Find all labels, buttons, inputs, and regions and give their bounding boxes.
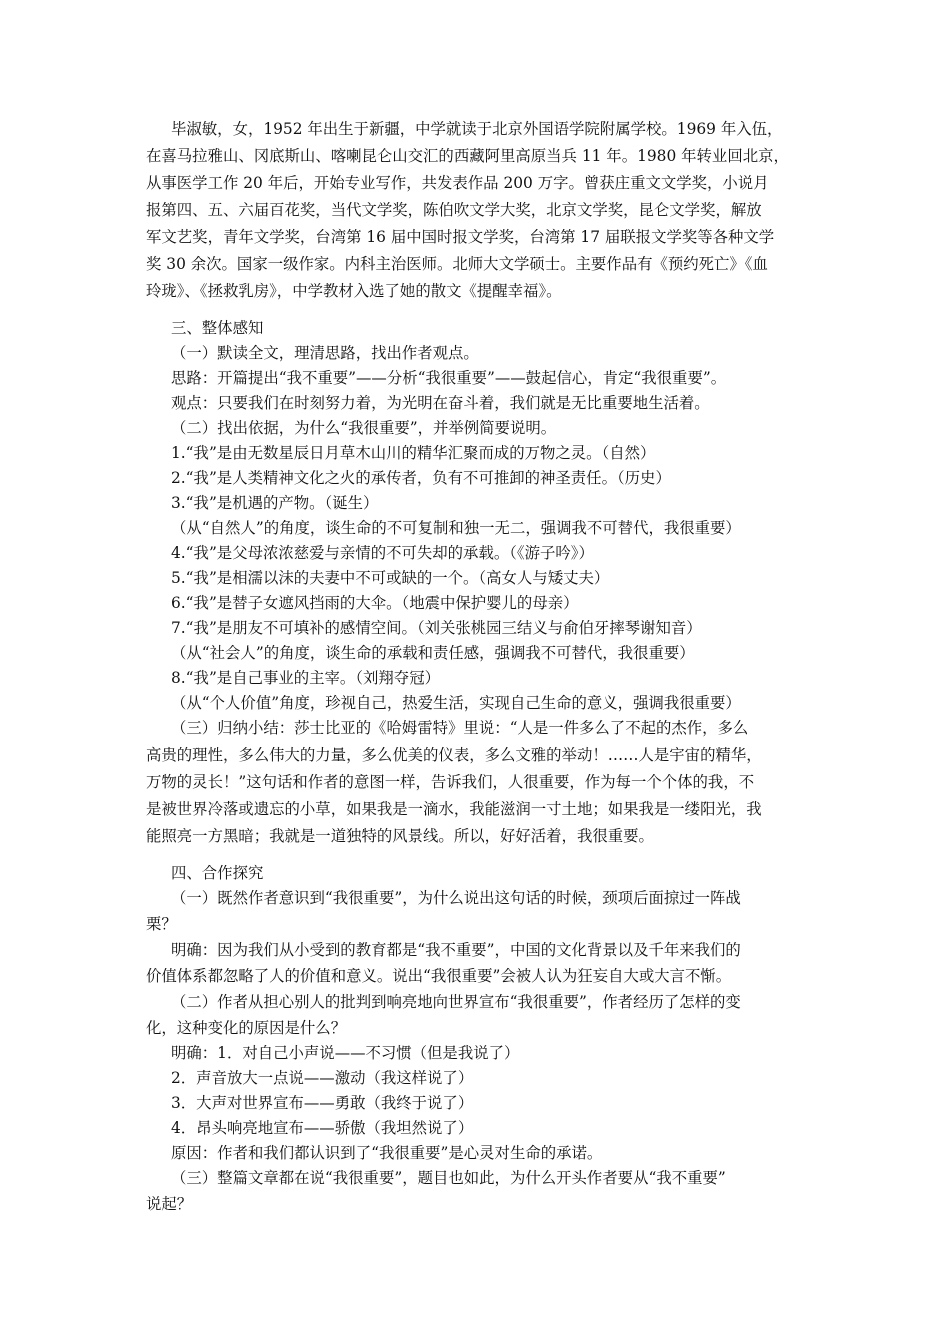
text-line: 5.“我”是相濡以沫的夫妻中不可或缺的一个。（高女人与矮丈夫）	[171, 569, 610, 587]
text-line: 思路：开篇提出“我不重要”——分析“我很重要”——鼓起信心，肯定“我很重要”。	[171, 369, 727, 387]
text-line: 原因：作者和我们都认识到了“我很重要”是心灵对生命的承诺。	[171, 1144, 603, 1162]
text-line: 说起？	[146, 1195, 193, 1213]
bio-line: 报第四、五、六届百花奖，当代文学奖，陈伯吹文学大奖，北京文学奖，昆仑文学奖，解放	[146, 201, 762, 219]
text-line: 2.“我”是人类精神文化之火的承传者，负有不可推卸的神圣责任。（历史）	[171, 469, 671, 487]
bio-line: 玲珑》、《拯救乳房》，中学教材入选了她的散文《提醒幸福》。	[146, 282, 562, 300]
text-line: 价值体系都忽略了人的价值和意义。说出“我很重要”会被人认为狂妄自大或大言不惭。	[146, 967, 732, 985]
text-line: 4．昂头响亮地宣布——骄傲（我坦然说了）	[171, 1119, 474, 1137]
text-line: （二）找出依据，为什么“我很重要”，并举例简要说明。	[171, 419, 557, 437]
text-line: 观点：只要我们在时刻努力着，为光明在奋斗着，我们就是无比重要地生活着。	[171, 394, 710, 412]
text-line: 2．声音放大一点说——激动（我这样说了）	[171, 1069, 474, 1087]
text-line: 化，这种变化的原因是什么？	[146, 1019, 347, 1037]
text-line: （一）默读全文，理清思路，找出作者观点。	[171, 344, 479, 362]
text-line: 高贵的理性，多么伟大的力量，多么优美的仪表，多么文雅的举动！……人是宇宙的精华，	[146, 746, 762, 764]
text-line: 3．大声对世界宣布——勇敢（我终于说了）	[171, 1094, 474, 1112]
section-heading: 三、整体感知	[171, 319, 264, 337]
text-line: 8.“我”是自己事业的主宰。（刘翔夺冠）	[171, 669, 440, 687]
text-line: （从“个人价值”角度，珍视自己，热爱生活，实现自己生命的意义，强调我很重要）	[171, 694, 741, 712]
text-line: 1.“我”是由无数星辰日月草木山川的精华汇聚而成的万物之灵。（自然）	[171, 444, 656, 462]
text-line: （从“自然人”的角度，谈生命的不可复制和独一无二，强调我不可替代，我很重要）	[171, 519, 741, 537]
text-line: 明确：因为我们从小受到的教育都是“我不重要”，中国的文化背景以及千年来我们的	[171, 941, 741, 959]
bio-line: 从事医学工作 20 年后，开始专业写作，共发表作品 200 万字。曾获庄重文文学奖，小说月	[146, 174, 769, 192]
section-heading: 四、合作探究	[171, 864, 264, 882]
text-line: 明确：1．对自己小声说——不习惯（但是我说了）	[171, 1044, 520, 1062]
text-line: 6.“我”是替子女遮风挡雨的大伞。（地震中保护婴儿的母亲）	[171, 594, 579, 612]
text-line: （二）作者从担心别人的批判到响亮地向世界宣布“我很重要”，作者经历了怎样的变	[171, 993, 741, 1011]
text-line: 3.“我”是机遇的产物。（诞生）	[171, 494, 379, 512]
text-line: 是被世界冷落或遗忘的小草，如果我是一滴水，我能滋润一寸土地；如果我是一缕阳光，我	[146, 800, 762, 818]
text-line: 能照亮一方黑暗；我就是一道独特的风景线。所以，好好活着，我很重要。	[146, 827, 654, 845]
text-line: 栗？	[146, 915, 177, 933]
text-line: 4.“我”是父母浓浓慈爱与亲情的不可失却的承载。（《游子吟》）	[171, 544, 594, 562]
text-line: 7.“我”是朋友不可填补的感情空间。（刘关张桃园三结义与俞伯牙摔琴谢知音）	[171, 619, 702, 637]
bio-line: 军文艺奖，青年文学奖，台湾第 16 届中国时报文学奖，台湾第 17 届联报文学奖等各种文学	[146, 228, 775, 246]
text-line: 万物的灵长！”这句话和作者的意图一样，告诉我们，人很重要，作为每一个个体的我，不	[146, 773, 755, 791]
text-line: （从“社会人”的角度，谈生命的承载和责任感，强调我不可替代，我很重要）	[171, 644, 695, 662]
bio-line: 奖 30 余次。国家一级作家。内科主治医师。北师大文学硕士。主要作品有《预约死亡》《血	[146, 255, 768, 273]
bio-line: 毕淑敏，女，1952 年出生于新疆，中学就读于北京外国语学院附属学校。1969 年入伍，	[171, 120, 783, 138]
text-line: （三）整篇文章都在说“我很重要”，题目也如此，为什么开头作者要从“我不重要”	[171, 1169, 726, 1187]
bio-line: 在喜马拉雅山、冈底斯山、喀喇昆仑山交汇的西藏阿里高原当兵 11 年。1980 年转业回北京，	[146, 147, 789, 165]
text-line: （三）归纳小结：莎士比亚的《哈姆雷特》里说：“人是一件多么了不起的杰作，多么	[171, 719, 749, 737]
text-line: （一）既然作者意识到“我很重要”，为什么说出这句话的时候，颈项后面掠过一阵战	[171, 889, 741, 907]
